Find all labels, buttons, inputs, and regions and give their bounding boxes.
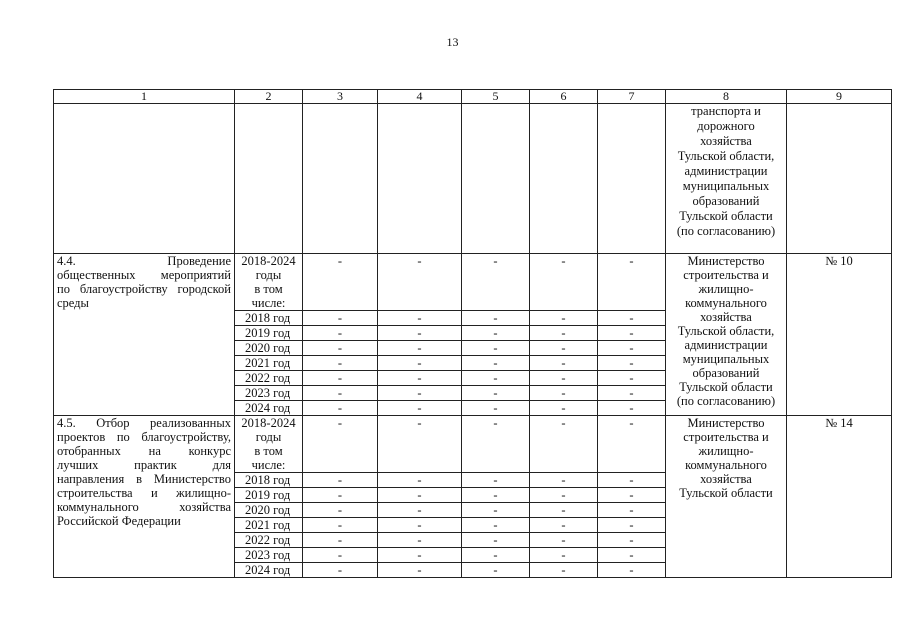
header-cell: 4 [378, 90, 462, 104]
value-cell: - [598, 473, 666, 488]
year-cell: 2020 год [235, 341, 303, 356]
year-cell: 2023 год [235, 386, 303, 401]
year-cell: 2018 год [235, 473, 303, 488]
value-cell: - [530, 254, 598, 311]
value-cell: - [530, 563, 598, 578]
value-cell: - [598, 563, 666, 578]
value-cell: - [462, 416, 530, 473]
value-cell: - [462, 356, 530, 371]
header-row [54, 90, 892, 104]
value-cell: - [598, 518, 666, 533]
header-cell: 9 [787, 90, 892, 104]
value-cell: - [462, 473, 530, 488]
value-cell: - [462, 488, 530, 503]
value-cell: - [303, 533, 378, 548]
responsible-cell: Министерство строительства и жилищно- коммунального хозяйства Тульской области, администрации муниципальных образований Тульской области (по согласованию) [666, 254, 787, 416]
value-cell: - [378, 503, 462, 518]
header-cell: 8 [666, 90, 787, 104]
value-cell: - [598, 254, 666, 311]
value-cell: - [598, 401, 666, 416]
value-cell: - [303, 563, 378, 578]
indicator-cell: № 10 [787, 254, 892, 416]
value-cell: - [462, 548, 530, 563]
value-cell: - [378, 356, 462, 371]
year-cell: 2022 год [235, 533, 303, 548]
value-cell: - [530, 326, 598, 341]
value-cell: - [303, 311, 378, 326]
value-cell: - [378, 326, 462, 341]
value-cell: - [303, 503, 378, 518]
value-cell: - [303, 341, 378, 356]
value-cell: - [378, 341, 462, 356]
header-cell: 5 [462, 90, 530, 104]
value-cell: - [462, 563, 530, 578]
year-cell: 2022 год [235, 371, 303, 386]
value-cell: - [462, 386, 530, 401]
value-cell: - [598, 371, 666, 386]
value-cell: - [378, 548, 462, 563]
value-cell: - [462, 371, 530, 386]
value-cell: - [530, 518, 598, 533]
continuation-row [54, 104, 892, 254]
value-cell: - [378, 386, 462, 401]
value-cell: - [303, 254, 378, 311]
value-cell: - [598, 416, 666, 473]
year-cell: 2018 год [235, 311, 303, 326]
value-cell: - [378, 311, 462, 326]
value-cell: - [303, 518, 378, 533]
year-cell: 2020 год [235, 503, 303, 518]
value-cell: - [530, 386, 598, 401]
value-cell: - [303, 371, 378, 386]
header-cell: 1 [54, 90, 235, 104]
value-cell: - [378, 254, 462, 311]
value-cell: - [378, 533, 462, 548]
value-cell: - [598, 356, 666, 371]
value-cell: - [378, 371, 462, 386]
value-cell: - [378, 473, 462, 488]
value-cell: - [378, 416, 462, 473]
value-cell: - [530, 341, 598, 356]
year-cell: 2024 год [235, 401, 303, 416]
period-cell: 2018-2024 годы в том числе: [235, 254, 303, 311]
value-cell: - [530, 416, 598, 473]
header-cell: 6 [530, 90, 598, 104]
value-cell: - [598, 503, 666, 518]
value-cell: - [530, 503, 598, 518]
value-cell: - [598, 341, 666, 356]
value-cell: - [462, 326, 530, 341]
value-cell: - [378, 488, 462, 503]
value-cell: - [303, 326, 378, 341]
value-cell: - [598, 533, 666, 548]
value-cell: - [598, 548, 666, 563]
value-cell: - [598, 311, 666, 326]
period-cell: 2018-2024 годы в том числе: [235, 416, 303, 473]
event-row [54, 416, 892, 473]
indicator-cell: № 14 [787, 416, 892, 578]
year-cell: 2019 год [235, 488, 303, 503]
program-table [53, 89, 892, 578]
value-cell: - [530, 356, 598, 371]
value-cell: - [462, 341, 530, 356]
responsible-cell: транспорта и дорожного хозяйства Тульской области, администрации муниципальных образований Тульской области (по согласованию) [666, 104, 787, 254]
value-cell: - [462, 401, 530, 416]
value-cell: - [303, 416, 378, 473]
value-cell: - [530, 548, 598, 563]
value-cell: - [530, 311, 598, 326]
value-cell: - [530, 488, 598, 503]
value-cell: - [303, 548, 378, 563]
page-number: 13 [446, 35, 459, 49]
value-cell: - [303, 401, 378, 416]
event-title: 4.4. Проведение общественных мероприятий по благоустройству городской среды [54, 254, 235, 416]
year-cell: 2021 год [235, 518, 303, 533]
header-cell: 3 [303, 90, 378, 104]
value-cell: - [462, 254, 530, 311]
value-cell: - [598, 386, 666, 401]
year-cell: 2023 год [235, 548, 303, 563]
value-cell: - [303, 473, 378, 488]
value-cell: - [378, 518, 462, 533]
responsible-cell: Министерство строительства и жилищно- коммунального хозяйства Тульской области [666, 416, 787, 578]
value-cell: - [530, 401, 598, 416]
value-cell: - [530, 473, 598, 488]
value-cell: - [598, 488, 666, 503]
value-cell: - [462, 311, 530, 326]
year-cell: 2019 год [235, 326, 303, 341]
value-cell: - [378, 563, 462, 578]
value-cell: - [462, 518, 530, 533]
value-cell: - [303, 488, 378, 503]
value-cell: - [462, 533, 530, 548]
year-cell: 2021 год [235, 356, 303, 371]
value-cell: - [598, 326, 666, 341]
event-row [54, 254, 892, 311]
value-cell: - [303, 356, 378, 371]
header-cell: 2 [235, 90, 303, 104]
value-cell: - [462, 503, 530, 518]
event-title: 4.5. Отбор реализованных проектов по благоустройству, отобранных на конкурс лучших практик для направления в Министерство строительства и жилищно- коммунального хозяйства Российской Федерации [54, 416, 235, 578]
value-cell: - [303, 386, 378, 401]
header-cell: 7 [598, 90, 666, 104]
value-cell: - [530, 533, 598, 548]
value-cell: - [530, 371, 598, 386]
value-cell: - [378, 401, 462, 416]
year-cell: 2024 год [235, 563, 303, 578]
